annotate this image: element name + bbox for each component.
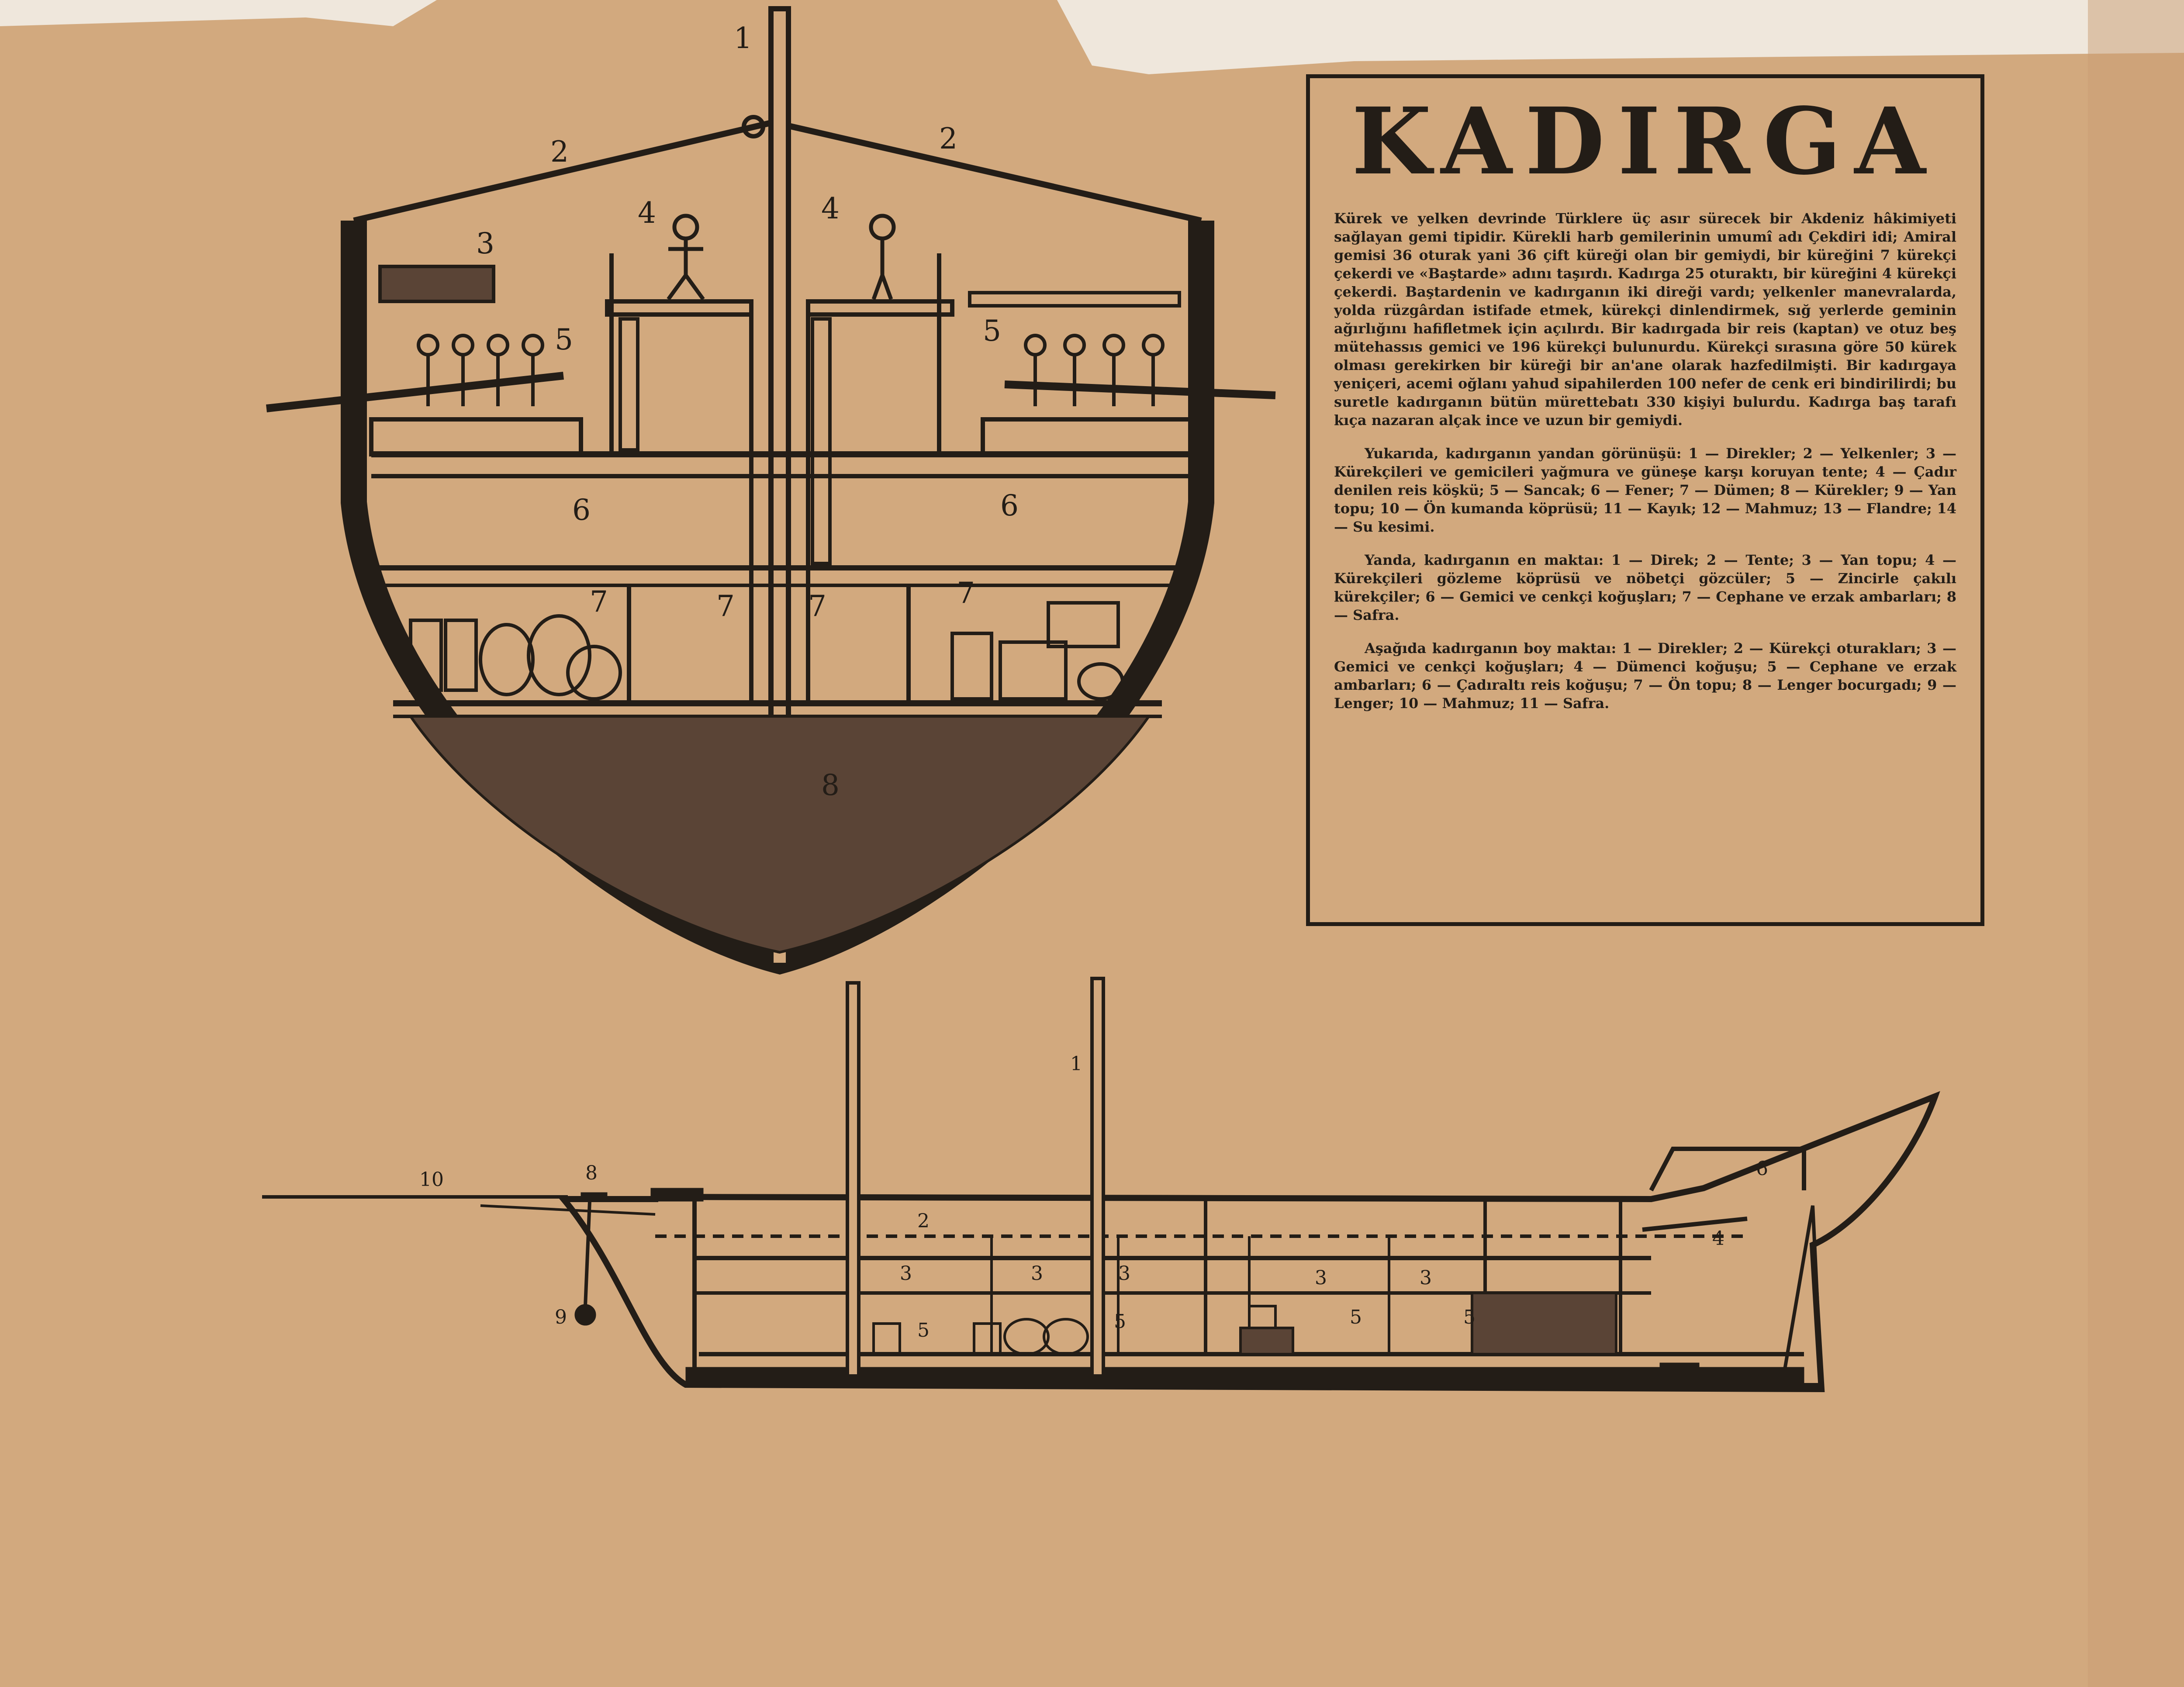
ls-label: 1: [1070, 1053, 1082, 1075]
cs-label: 7: [808, 589, 826, 623]
cs-label: 4: [821, 192, 840, 225]
fore-mast: [847, 983, 859, 1376]
cs-label: 2: [939, 122, 957, 156]
ls-label: 3: [1031, 1262, 1043, 1285]
ls-label: 4: [1712, 1227, 1724, 1250]
cs-label: 3: [476, 227, 494, 260]
ls-label: 5: [1350, 1306, 1362, 1328]
cs-label: 7: [957, 576, 975, 610]
cannon-left: [380, 266, 494, 301]
ls-label: 5: [1114, 1310, 1126, 1333]
ls-label: 5: [917, 1319, 930, 1341]
article-legend-longitudinal: Aşağıda kadırganın boy maktaı: 1 — Direkler; 2 — Kürekçi oturakları; 3 — Gemici ve cenkçi koğuşları; 4 — Dümenci koğuşu; 5 — Cephane ve erzak ambarları; 6 — Çadıraltı reis koğuşu; 7 — Ön topu; 8 — Lenger bocurgadı; 9 — Lenger; 10 — Mahmuz; 11 — Safra.: [1334, 640, 1956, 712]
article-legend-side-view: Yukarıda, kadırganın yandan görünüşü: 1 — Direkler; 2 — Yelkenler; 3 — Kürekçileri ve gemicileri yağmura ve güneşe karşı koruyan tente; 4 — Çadır denilen reis köşkü; 5 — Sancak; 6 — Fener; 7 — Dümen; 8 — Kürekler; 9 — Yan topu; 10 — Ön kumanda köprüsü; 11 — Kayık; 12 — Mahmuz; 13 — Flandre; 14 — Su kesimi.: [1334, 445, 1956, 535]
cs-label: 6: [572, 493, 591, 527]
paper-stain: [2088, 0, 2184, 1687]
cs-label: 6: [1000, 489, 1019, 522]
ls-label: 8: [585, 1162, 598, 1184]
article-intro: Kürek ve yelken devrinde Türklere üç asır sürecek bir Akdeniz hâkimiyeti sağlayan gemi tipidir. Kürekli harb gemilerinin umumî adı Çekdiri idi; Amiral gemisi 36 oturak yani 36 çift küreği olan bir gemiydi, bir küreğini 7 kürekçi çekerdi ve «Baştarde» adını taşırdı. Kadırga 25 oturaktı, bir küreğini 4 kürekçi çekerdi. Baştardenin ve kadırganın iki direği vardı; yelkenler manevralarda, yolda rüzgârdan istifade etmek, kürekçi dinlendirmek, sığ yerlerde geminin ağırlığını hafifletmek için açılırdı. Bir kadırgada bir reis (kaptan) ve otuz beş mütehassıs gemici ve 196 kürekçi bulunurdu. Kürekçi sırasına göre 50 kürek olması gerekirken bir küreği bir an'ane olarak hazfedilmişti. Bir kadırgaya yeniçeri, acemi oğlanı yahud sipahilerden 100 nefer de cenk eri bindirilirdi; bu suretle kadırganın bütün mürettebatı 330 kişiyi bulurdu. Kadırga baş tarafı kıça nazaran alçak ince ve uzun bir gemiydi.: [1334, 210, 1956, 429]
fore-gun: [651, 1188, 703, 1201]
cs-label: 1: [734, 21, 752, 55]
cs-label: 5: [983, 314, 1001, 348]
ls-label: 10: [419, 1168, 444, 1191]
cs-label: 5: [555, 323, 573, 356]
main-mast: [1092, 978, 1103, 1376]
ls-label: 3: [1420, 1267, 1432, 1289]
ls-label: 2: [917, 1210, 930, 1232]
anchor: [575, 1304, 596, 1325]
cs-label: 2: [550, 135, 569, 169]
article-title: KADIRGA: [1351, 87, 1939, 195]
ls-label: 3: [900, 1262, 912, 1285]
ls-label: 9: [555, 1306, 567, 1328]
article-box: [1306, 74, 1984, 926]
ls-label: 3: [1118, 1262, 1130, 1285]
cs-label: 8: [821, 768, 840, 802]
ls-label: 3: [1315, 1267, 1327, 1289]
article-legend-cross-section: Yanda, kadırganın en maktaı: 1 — Direk; 2 — Tente; 3 — Yan topu; 4 — Kürekçileri gözleme köprüsü ve nöbetçi gözcüler; 5 — Zincirle çakılı kürekçiler; 6 — Gemici ve cenkçi koğuşları; 7 — Cephane ve erzak ambarları; 8 — Safra.: [1334, 552, 1956, 623]
capstan: [581, 1193, 607, 1201]
cs-label: 4: [638, 196, 656, 230]
cs-label: 7: [716, 589, 735, 623]
ls-label: 6: [1756, 1158, 1768, 1180]
ls-label: 5: [1463, 1306, 1476, 1328]
cs-label: 7: [590, 585, 608, 619]
ls-label: 11: [1662, 1365, 1686, 1387]
